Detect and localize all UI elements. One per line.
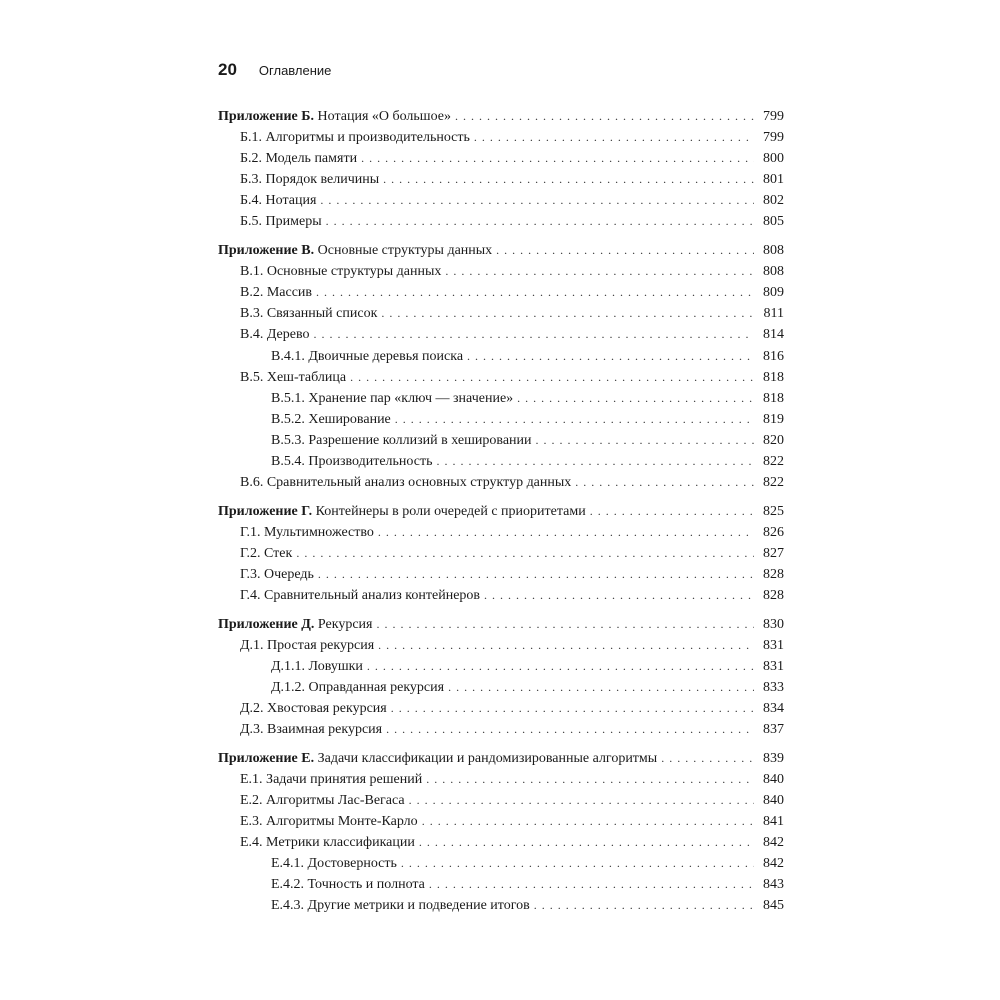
toc-appendix-entry[interactable] bbox=[218, 614, 784, 635]
entry-title-text: Контейнеры в роли очередей с приоритетами bbox=[315, 503, 586, 519]
leader-dots bbox=[484, 585, 754, 606]
entry-title-text: Б.5. Примеры bbox=[240, 214, 322, 230]
leader-dots bbox=[445, 261, 754, 282]
entry-title-text: Д.1.2. Оправданная рекурсия bbox=[271, 679, 445, 695]
leader-dots bbox=[378, 635, 754, 656]
leader-dots bbox=[436, 451, 754, 472]
entry-title bbox=[240, 564, 314, 585]
entry-page-number: 800 bbox=[763, 151, 784, 167]
toc-section bbox=[218, 614, 784, 741]
toc-entry[interactable] bbox=[218, 635, 784, 656]
toc-section bbox=[218, 106, 784, 233]
toc-entry[interactable] bbox=[218, 769, 784, 790]
entry-page-number: 818 bbox=[763, 369, 784, 385]
toc-entry[interactable] bbox=[218, 790, 784, 811]
leader-dots bbox=[361, 148, 754, 169]
entry-title bbox=[218, 240, 492, 261]
entry-page-number: 842 bbox=[763, 835, 784, 851]
toc-section bbox=[218, 748, 784, 917]
toc-appendix-entry[interactable] bbox=[218, 240, 784, 261]
leader-dots bbox=[426, 769, 754, 790]
leader-dots bbox=[395, 409, 754, 430]
entry-page-number: 842 bbox=[763, 856, 784, 872]
entry-title bbox=[240, 169, 379, 190]
leader-dots bbox=[575, 472, 754, 493]
leader-dots bbox=[320, 190, 754, 211]
entry-page-number: 827 bbox=[763, 545, 784, 561]
entry-title-text: Рекурсия bbox=[317, 616, 373, 632]
entry-page-number: 811 bbox=[763, 306, 784, 322]
toc-entry[interactable] bbox=[218, 543, 784, 564]
entry-page-number: 831 bbox=[763, 637, 784, 653]
leader-dots bbox=[536, 430, 754, 451]
leader-dots bbox=[378, 522, 754, 543]
entry-title-text: Задачи классификации и рандомизированные алгоритмы bbox=[317, 750, 658, 766]
leader-dots bbox=[401, 853, 754, 874]
toc-entry[interactable] bbox=[218, 677, 784, 698]
entry-page-number: 814 bbox=[763, 327, 784, 343]
entry-page-number: 799 bbox=[763, 109, 784, 124]
entry-title-text: Д.2. Хвостовая рекурсия bbox=[240, 701, 387, 717]
entry-page-number: 809 bbox=[763, 285, 784, 301]
entry-title-text: В.5.3. Разрешение коллизий в хешировании bbox=[271, 432, 532, 448]
leader-dots bbox=[377, 614, 755, 635]
toc-entry[interactable] bbox=[218, 832, 784, 853]
entry-title-text: Д.1. Простая рекурсия bbox=[240, 637, 375, 653]
entry-title-text: Нотация «О большое» bbox=[317, 109, 451, 124]
entry-title-text: Е.2. Алгоритмы Лас-Вегаса bbox=[240, 792, 405, 808]
entry-title bbox=[240, 472, 571, 493]
entry-page-number: 840 bbox=[763, 792, 784, 808]
leader-dots bbox=[534, 895, 754, 916]
toc-entry[interactable] bbox=[218, 656, 784, 677]
toc-entry[interactable] bbox=[218, 127, 784, 148]
leader-dots bbox=[383, 169, 754, 190]
entry-title-text: В.2. Массив bbox=[240, 285, 313, 301]
entry-title bbox=[271, 895, 530, 916]
entry-title-text: В.3. Связанный список bbox=[240, 306, 378, 322]
toc-appendix-entry[interactable] bbox=[218, 748, 784, 769]
entry-prefix: Приложение Г. bbox=[218, 503, 313, 519]
entry-title bbox=[271, 430, 532, 451]
toc-entry[interactable] bbox=[218, 388, 784, 409]
entry-title-text: Е.4.2. Точность и полнота bbox=[271, 877, 425, 893]
leader-dots bbox=[409, 790, 754, 811]
entry-page-number: 830 bbox=[763, 616, 784, 632]
entry-page-number: 828 bbox=[763, 566, 784, 582]
entry-title-text: Д.1.1. Ловушки bbox=[271, 658, 363, 674]
entry-title bbox=[240, 367, 346, 388]
entry-page-number: 801 bbox=[763, 172, 784, 188]
toc-section bbox=[218, 501, 784, 606]
leader-dots bbox=[517, 388, 754, 409]
entry-page-number: 826 bbox=[763, 524, 784, 540]
entry-page-number: 799 bbox=[763, 130, 784, 146]
leader-dots bbox=[318, 564, 754, 585]
entry-title-text: Г.4. Сравнительный анализ контейнеров bbox=[240, 588, 481, 604]
entry-title-text: Г.2. Стек bbox=[240, 545, 293, 561]
leader-dots bbox=[391, 698, 754, 719]
entry-title bbox=[240, 148, 357, 169]
leader-dots bbox=[422, 811, 754, 832]
entry-title bbox=[240, 543, 292, 564]
entry-title-text: Б.3. Порядок величины bbox=[240, 172, 380, 188]
entry-title bbox=[271, 656, 363, 677]
toc-entry[interactable] bbox=[218, 895, 784, 916]
leader-dots bbox=[661, 748, 754, 769]
entry-title-text: Е.4. Метрики классификации bbox=[240, 835, 415, 851]
entry-page-number: 839 bbox=[763, 750, 784, 766]
entry-title bbox=[240, 211, 322, 232]
toc-entry[interactable] bbox=[218, 190, 784, 211]
leader-dots bbox=[296, 543, 754, 564]
entry-page-number: 822 bbox=[763, 454, 784, 469]
toc-entry[interactable] bbox=[218, 409, 784, 430]
entry-title bbox=[218, 106, 451, 127]
entry-prefix: Приложение В. bbox=[218, 243, 315, 259]
toc-entry[interactable] bbox=[218, 585, 784, 606]
entry-title bbox=[218, 748, 657, 769]
leader-dots bbox=[350, 367, 754, 388]
entry-title bbox=[240, 790, 405, 811]
entry-prefix: Приложение Б. bbox=[218, 109, 315, 124]
toc-entry[interactable] bbox=[218, 282, 784, 303]
toc-appendix-entry[interactable] bbox=[218, 501, 784, 522]
page-header bbox=[218, 60, 331, 86]
leader-dots bbox=[429, 874, 754, 895]
toc-entry[interactable] bbox=[218, 522, 784, 543]
entry-title-text: Е.4.1. Достоверность bbox=[271, 856, 397, 872]
entry-title bbox=[240, 811, 418, 832]
entry-page-number: 816 bbox=[763, 348, 784, 364]
entry-page-number: 845 bbox=[763, 898, 784, 914]
toc-entry[interactable] bbox=[218, 430, 784, 451]
toc-entry[interactable] bbox=[218, 719, 784, 740]
entry-title bbox=[240, 635, 374, 656]
entry-page-number: 808 bbox=[763, 243, 784, 259]
entry-title-text: В.4.1. Двоичные деревья поиска bbox=[271, 348, 464, 364]
entry-title bbox=[271, 677, 444, 698]
entry-page-number: 833 bbox=[763, 679, 784, 695]
entry-title bbox=[218, 614, 373, 635]
entry-page-number: 820 bbox=[763, 432, 784, 448]
entry-title-text: Б.4. Нотация bbox=[240, 193, 317, 209]
entry-title bbox=[240, 719, 382, 740]
entry-title bbox=[240, 127, 470, 148]
leader-dots bbox=[467, 346, 754, 367]
entry-page-number: 802 bbox=[763, 193, 784, 209]
entry-title bbox=[240, 324, 310, 345]
leader-dots bbox=[448, 677, 754, 698]
entry-title bbox=[240, 522, 374, 543]
entry-title bbox=[218, 501, 586, 522]
toc-entry[interactable] bbox=[218, 874, 784, 895]
leader-dots bbox=[455, 106, 754, 127]
entry-title-text: Е.4.3. Другие метрики и подведение итогов bbox=[271, 898, 530, 914]
toc-entry[interactable] bbox=[218, 472, 784, 493]
toc-section bbox=[218, 240, 784, 493]
entry-title bbox=[271, 874, 425, 895]
entry-title bbox=[271, 409, 391, 430]
entry-title-text: Е.3. Алгоритмы Монте-Карло bbox=[240, 814, 418, 829]
entry-page-number: 841 bbox=[763, 814, 784, 829]
entry-page-number: 828 bbox=[763, 588, 784, 604]
entry-page-number: 831 bbox=[763, 658, 784, 674]
entry-prefix: Приложение Е. bbox=[218, 750, 315, 766]
entry-title bbox=[240, 832, 415, 853]
entry-title-text: Г.3. Очередь bbox=[240, 566, 314, 582]
entry-title bbox=[240, 698, 387, 719]
entry-title-text: В.5.1. Хранение пар «ключ — значение» bbox=[271, 390, 514, 406]
leader-dots bbox=[474, 127, 754, 148]
leader-dots bbox=[316, 282, 754, 303]
toc-entry[interactable] bbox=[218, 211, 784, 232]
entry-page-number: 840 bbox=[763, 771, 784, 787]
entry-title bbox=[271, 853, 397, 874]
page-number: 20 bbox=[218, 60, 237, 79]
entry-title bbox=[240, 585, 480, 606]
entry-title bbox=[240, 190, 316, 211]
leader-dots bbox=[386, 719, 754, 740]
entry-page-number: 843 bbox=[763, 877, 784, 893]
entry-title-text: Основные структуры данных bbox=[317, 243, 493, 259]
entry-title bbox=[240, 769, 422, 790]
entry-title-text: В.4. Дерево bbox=[240, 327, 310, 343]
toc-entry[interactable] bbox=[218, 346, 784, 367]
entry-page-number: 837 bbox=[763, 722, 784, 738]
toc-entry[interactable] bbox=[218, 169, 784, 190]
leader-dots bbox=[314, 324, 754, 345]
entry-title-text: В.5.2. Хеширование bbox=[271, 411, 391, 427]
toc-entry[interactable] bbox=[218, 324, 784, 345]
entry-title-text: В.5. Хеш-таблица bbox=[240, 369, 347, 385]
entry-page-number: 825 bbox=[763, 503, 784, 519]
entry-page-number: 808 bbox=[763, 264, 784, 280]
toc-entry[interactable] bbox=[218, 148, 784, 169]
toc-entry[interactable] bbox=[218, 564, 784, 585]
table-of-contents bbox=[218, 106, 784, 924]
entry-title bbox=[240, 261, 441, 282]
leader-dots bbox=[419, 832, 754, 853]
leader-dots bbox=[326, 211, 754, 232]
toc-entry[interactable] bbox=[218, 853, 784, 874]
entry-title-text: Г.1. Мультимножество bbox=[240, 524, 374, 540]
leader-dots bbox=[381, 303, 754, 324]
entry-title-text: В.6. Сравнительный анализ основных структур данных bbox=[240, 475, 572, 491]
leader-dots bbox=[496, 240, 754, 261]
entry-title-text: В.1. Основные структуры данных bbox=[240, 264, 442, 280]
entry-title bbox=[240, 282, 312, 303]
entry-page-number: 818 bbox=[763, 390, 784, 406]
entry-title bbox=[240, 303, 377, 324]
toc-entry[interactable] bbox=[218, 811, 784, 832]
entry-page-number: 834 bbox=[763, 701, 784, 717]
toc-entry[interactable] bbox=[218, 261, 784, 282]
entry-title-text: В.5.4. Производительность bbox=[271, 454, 433, 469]
entry-title-text: Е.1. Задачи принятия решений bbox=[240, 771, 423, 787]
entry-prefix: Приложение Д. bbox=[218, 616, 315, 632]
entry-title bbox=[271, 388, 513, 409]
entry-page-number: 822 bbox=[763, 475, 784, 491]
entry-title bbox=[271, 451, 432, 472]
leader-dots bbox=[590, 501, 754, 522]
entry-page-number: 805 bbox=[763, 214, 784, 230]
toc-entry[interactable] bbox=[218, 367, 784, 388]
toc-entry[interactable] bbox=[218, 303, 784, 324]
entry-title-text: Д.3. Взаимная рекурсия bbox=[240, 722, 383, 738]
leader-dots bbox=[367, 656, 754, 677]
toc-entry[interactable] bbox=[218, 698, 784, 719]
running-title: Оглавление bbox=[258, 63, 332, 78]
entry-title bbox=[271, 346, 463, 367]
entry-title-text: Б.1. Алгоритмы и производительность bbox=[240, 130, 470, 146]
toc-entry[interactable] bbox=[218, 451, 784, 472]
entry-page-number: 819 bbox=[763, 411, 784, 427]
toc-appendix-entry[interactable] bbox=[218, 106, 784, 127]
entry-title-text: Б.2. Модель памяти bbox=[240, 151, 358, 167]
